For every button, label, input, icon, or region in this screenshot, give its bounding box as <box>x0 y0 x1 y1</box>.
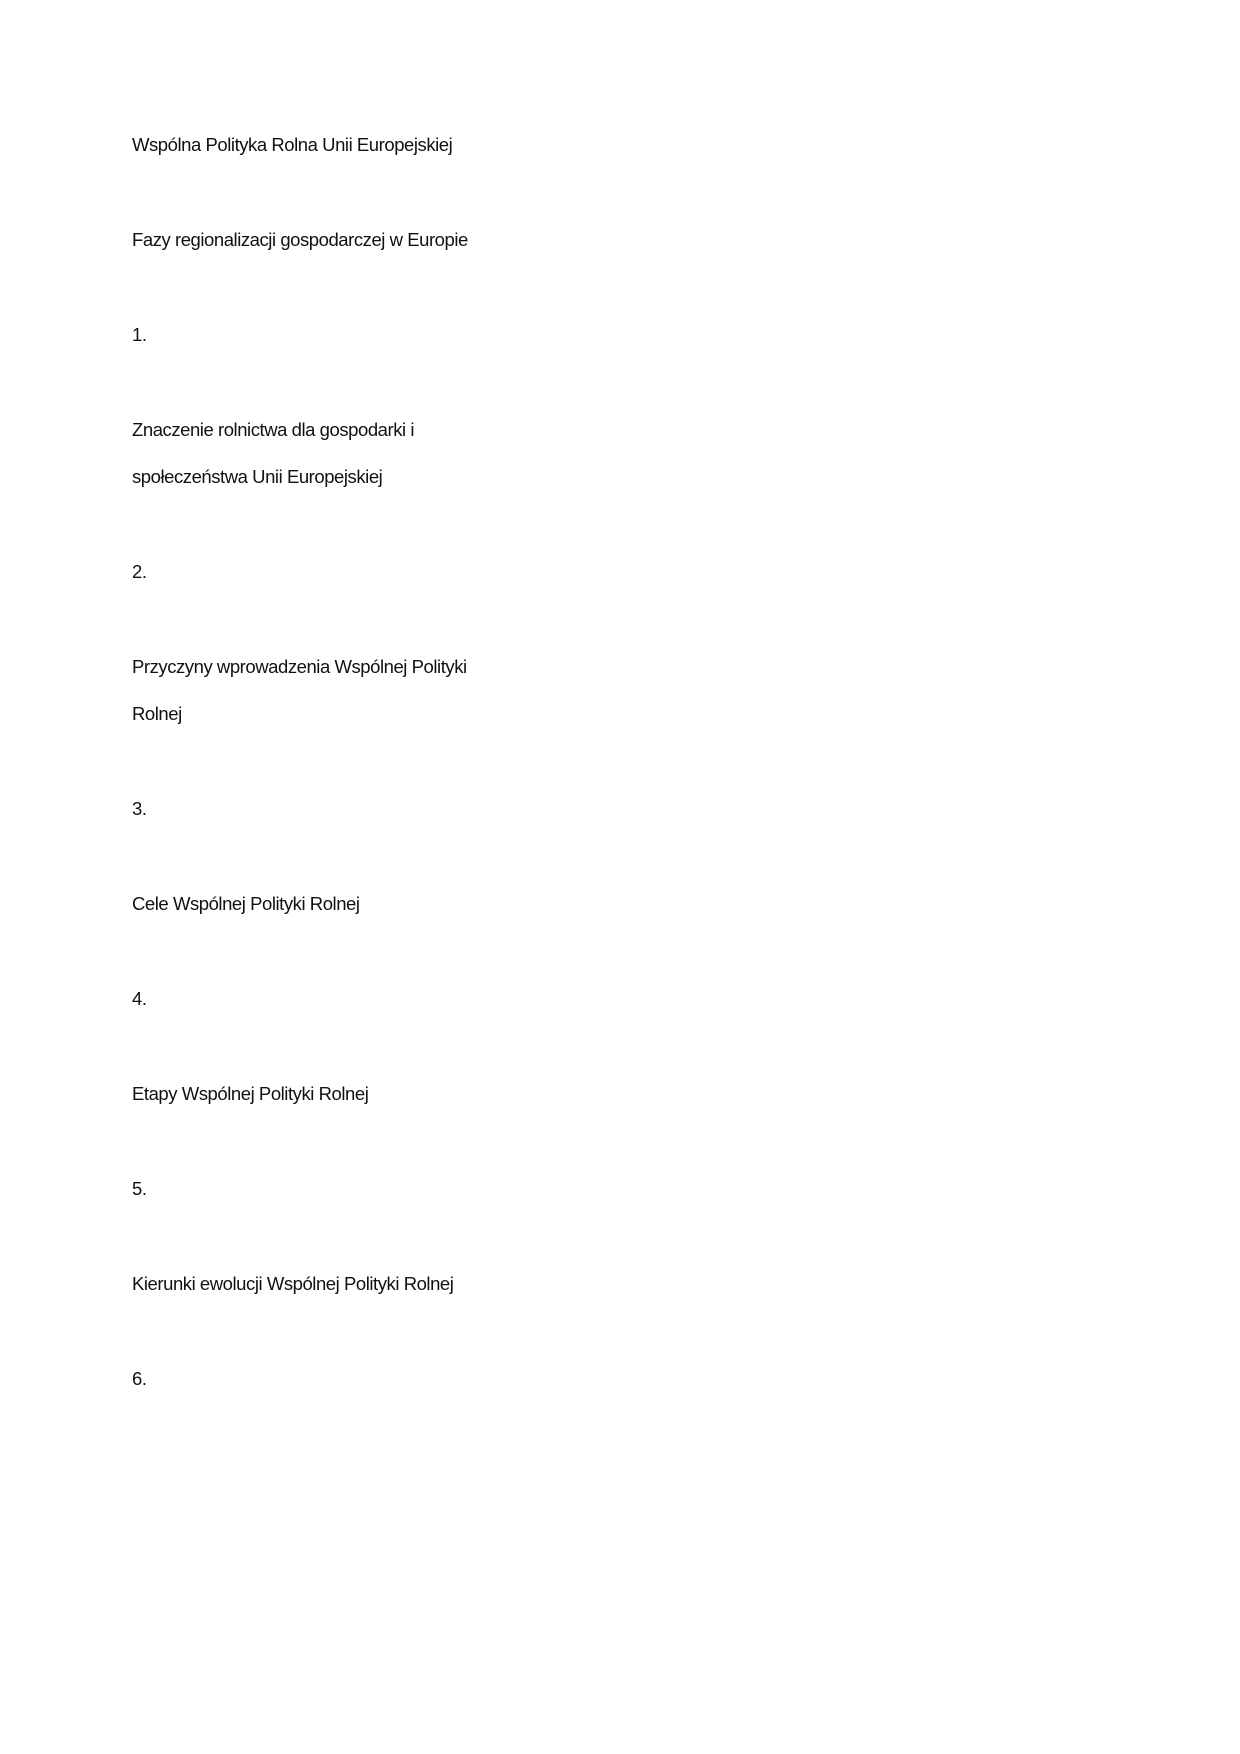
section-number: 4. <box>132 988 147 1009</box>
heading-fazy: Fazy regionalizacji gospodarczej w Europie <box>132 229 468 250</box>
heading-cele: Cele Wspólnej Polityki Rolnej <box>132 893 360 914</box>
heading-znaczenie: Znaczenie rolnictwa dla gospodarki i <box>132 419 415 440</box>
heading-przyczyny-cont: Rolnej <box>132 703 182 724</box>
section-number: 6. <box>132 1368 147 1389</box>
heading-etapy: Etapy Wspólnej Polityki Rolnej <box>132 1083 369 1104</box>
document-title: Wspólna Polityka Rolna Unii Europejskiej <box>132 134 453 155</box>
heading-znaczenie-cont: społeczeństwa Unii Europejskiej <box>132 466 383 487</box>
heading-przyczyny: Przyczyny wprowadzenia Wspólnej Polityki <box>132 656 467 677</box>
section-number: 3. <box>132 798 147 819</box>
section-number: 2. <box>132 561 147 582</box>
section-number: 5. <box>132 1178 147 1199</box>
section-number: 1. <box>132 324 147 345</box>
heading-kierunki: Kierunki ewolucji Wspólnej Polityki Rolnej <box>132 1273 454 1294</box>
